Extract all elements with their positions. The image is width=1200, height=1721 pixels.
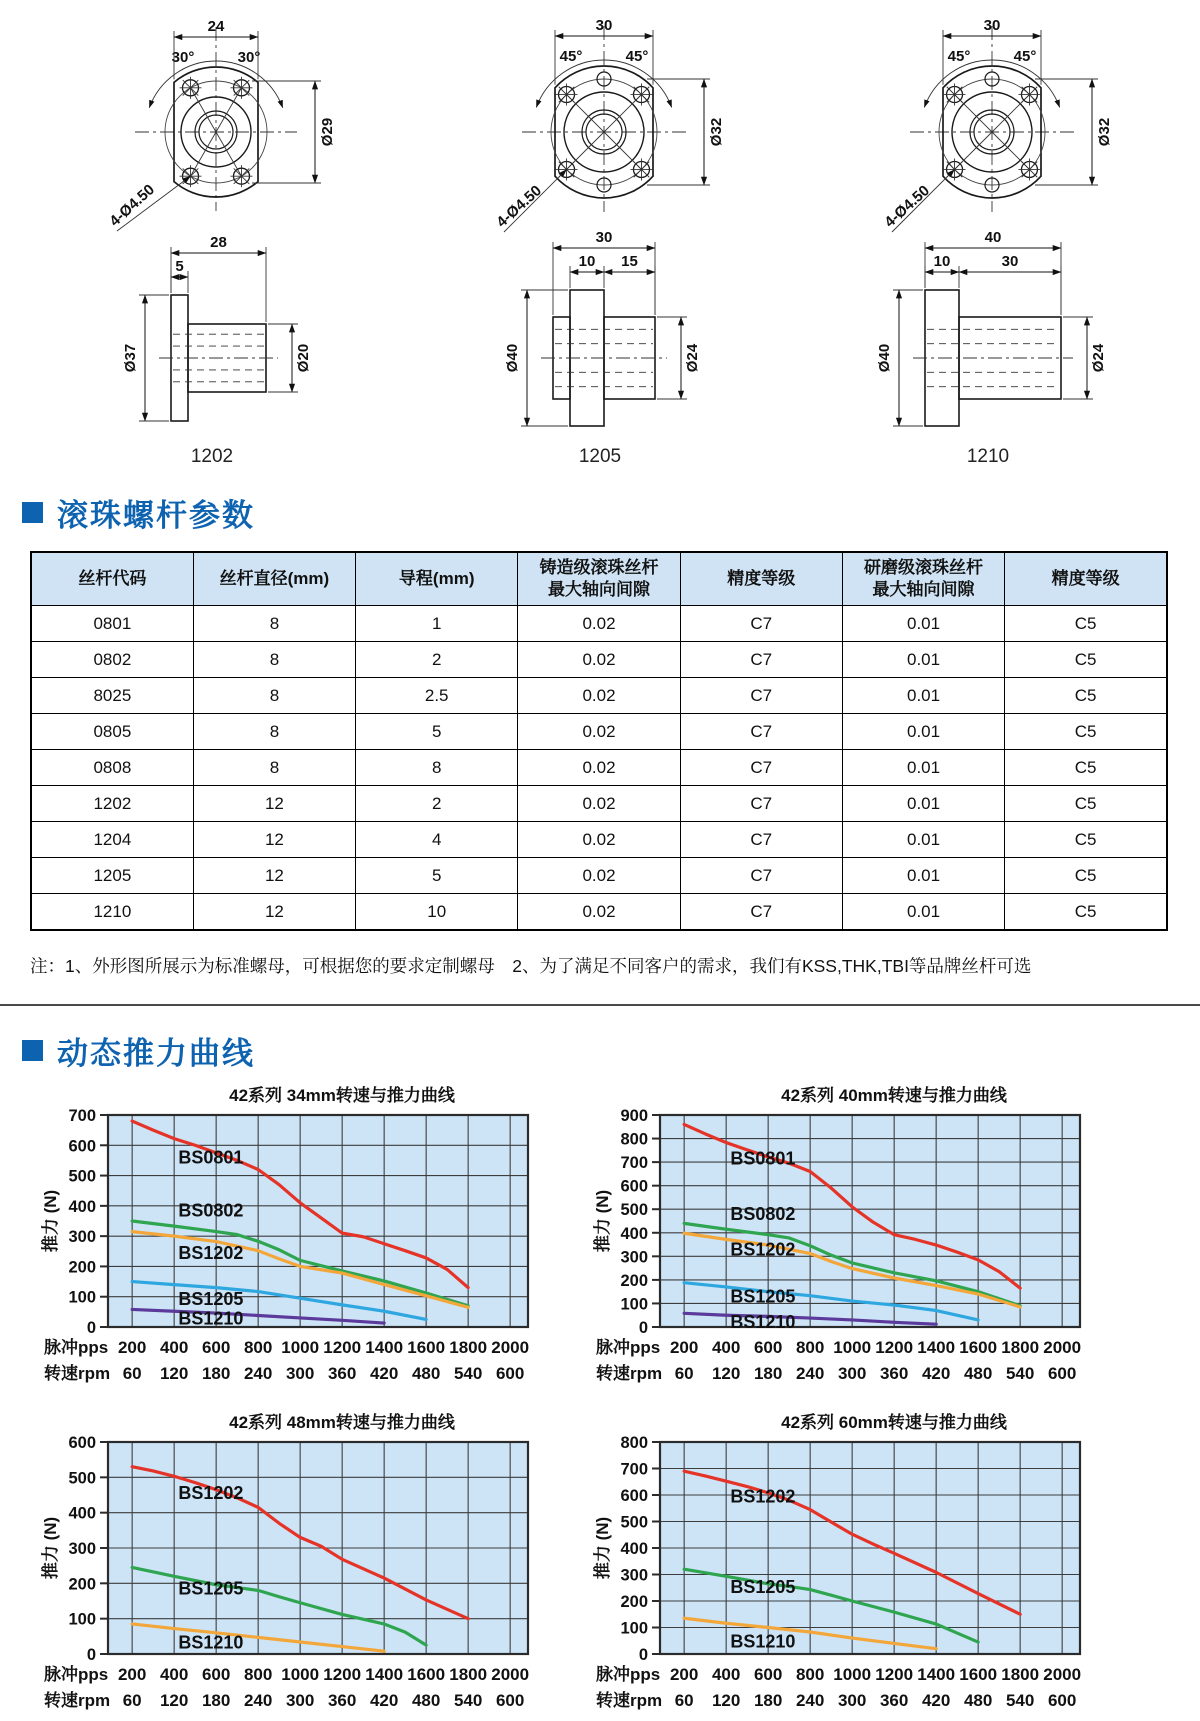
chart-svg-1 [592,1105,1127,1389]
table-cell: 0808 [31,750,193,786]
y-tick-label: 600 [620,1177,648,1196]
x-tick-label: 540 [1005,1364,1035,1384]
x-tick-label: 1000 [281,1338,320,1358]
hole-callout-label: 4-Ø4.50 [493,182,545,231]
x-tick-label: 1600 [959,1665,998,1685]
x-tick-label: 480 [963,1364,993,1384]
dim-body-label: 15 [621,253,638,270]
series-label: BS0802 [178,1200,244,1221]
chart-60mm [592,1432,1144,1721]
table-cell: 5 [356,858,518,894]
x-axis-caption: 脉冲pps [596,1665,661,1685]
x-tick-label: 540 [453,1691,483,1711]
x-tick-label: 180 [201,1364,231,1384]
section-title: 动态推力曲线 [57,1036,255,1072]
x-tick-label: 300 [837,1691,867,1711]
chart-title: 42系列 60mm转速与推力曲线 [781,1413,1007,1433]
chart-block-48mm [40,1408,592,1721]
y-axis-title: 推力 (N) [41,1517,60,1580]
footnote: 注：1、外形图所展示为标准螺母，可根据您的要求定制螺母 2、为了满足不同客户的需求，我们有KSS,THK,TBI等品牌丝杆可选 [30,956,1032,977]
table-cell: C5 [1005,678,1167,714]
y-tick-label: 700 [620,1154,648,1173]
chart-title: 42系列 34mm转速与推力曲线 [229,1086,455,1106]
table-cell: 0.01 [842,858,1004,894]
series-label: BS1210 [730,1312,796,1333]
od-dim-label: Ø40 [504,343,521,373]
table-row [31,858,1167,894]
x-tick-label: 1200 [323,1338,362,1358]
table-cell: 0.01 [842,642,1004,678]
table-header-cell: 研磨级滚珠丝杆 最大轴向间隙 [842,552,1004,606]
x-tick-label: 1800 [1001,1338,1040,1358]
x-tick-label: 1400 [365,1338,404,1358]
table-cell: C7 [680,714,842,750]
x-tick-label: 600 [1047,1364,1077,1384]
y-tick-label: 0 [638,1319,648,1338]
series-label: BS0801 [730,1148,796,1169]
table-cell: 0.01 [842,678,1004,714]
x-axis-caption: 转速rpm [596,1691,663,1711]
y-tick-label: 500 [68,1469,96,1488]
x-tick-label: 1600 [407,1338,446,1358]
chart-48mm [40,1432,592,1721]
y-tick-label: 0 [86,1646,96,1665]
x-axis-caption: 转速rpm [44,1364,111,1384]
drawing-1202 [31,12,393,468]
table-cell: C7 [680,642,842,678]
table-cell: C7 [680,894,842,931]
x-tick-label: 180 [201,1691,231,1711]
table-header-cell: 丝杆代码 [31,552,193,606]
table-cell: 10 [356,894,518,931]
series-label: BS0802 [730,1204,796,1225]
table-cell: C5 [1005,894,1167,931]
y-axis-title: 推力 (N) [593,1190,612,1253]
x-tick-label: 1800 [449,1338,488,1358]
section-heading-params [22,490,1200,535]
table-cell: 8 [356,750,518,786]
chart-svg-3 [592,1432,1127,1716]
table-cell: 1202 [31,786,193,822]
x-tick-label: 300 [285,1691,315,1711]
table-row [31,750,1167,786]
dim-total-label: 40 [984,229,1002,246]
x-tick-label: 180 [753,1364,783,1384]
section-heading-curves [22,1028,1200,1073]
angle-label-left: 45° [559,48,583,65]
drawing-caption: 1210 [966,446,1010,467]
table-cell: 12 [193,822,355,858]
y-tick-label: 400 [620,1224,648,1243]
table-cell: 8 [193,714,355,750]
dim-width-label: 24 [207,18,225,35]
series-label: BS1202 [730,1486,796,1507]
chart-title: 42系列 48mm转速与推力曲线 [229,1413,455,1433]
dim-body-label: 30 [1001,253,1019,270]
x-tick-label: 1000 [833,1338,872,1358]
table-cell: 0.02 [518,822,680,858]
chart-block-34mm [40,1081,592,1394]
x-tick-label: 480 [411,1364,441,1384]
series-label: BS1205 [178,1578,244,1599]
x-tick-label: 400 [159,1665,189,1685]
x-tick-label: 120 [159,1364,189,1384]
x-axis-caption: 转速rpm [44,1691,111,1711]
table-cell: 5 [356,714,518,750]
table-head [31,552,1167,606]
bore-dim-label: Ø24 [1090,343,1107,373]
table-cell: 2 [356,642,518,678]
table-cell: 8 [193,642,355,678]
table-cell: C5 [1005,750,1167,786]
y-tick-label: 300 [68,1228,96,1247]
table-cell: 0.01 [842,606,1004,642]
x-tick-label: 200 [117,1338,147,1358]
drawing-1205 [419,12,781,468]
table-header-cell: 精度等级 [680,552,842,606]
series-label: BS1205 [730,1577,796,1598]
x-tick-label: 480 [411,1691,441,1711]
x-tick-label: 360 [879,1364,909,1384]
table-row [31,714,1167,750]
y-tick-label: 400 [68,1198,96,1217]
x-tick-label: 1200 [875,1338,914,1358]
table-cell: 4 [356,822,518,858]
dim-width-label: 30 [595,17,613,34]
y-tick-label: 200 [620,1593,648,1612]
table-cell: 1205 [31,858,193,894]
table-cell: 0.02 [518,606,680,642]
table-cell: C7 [680,678,842,714]
table-cell: 8 [193,678,355,714]
x-tick-label: 120 [711,1691,741,1711]
table-cell: 1210 [31,894,193,931]
x-tick-label: 600 [495,1691,525,1711]
x-tick-label: 1800 [449,1665,488,1685]
y-axis-title: 推力 (N) [593,1517,612,1580]
x-tick-label: 1400 [917,1665,956,1685]
x-tick-label: 800 [795,1338,825,1358]
x-tick-label: 420 [369,1691,399,1711]
x-axis-caption: 脉冲pps [44,1338,109,1358]
angle-label-left: 30° [171,49,195,66]
table-cell: C7 [680,606,842,642]
drawing-svg-1210 [807,12,1169,446]
dim-flange-label: 10 [933,253,951,270]
table-row [31,642,1167,678]
x-tick-label: 300 [837,1364,867,1384]
table-cell: C7 [680,858,842,894]
angle-label-right: 30° [237,49,261,66]
x-tick-label: 600 [753,1665,783,1685]
ball-screw-params-table [30,551,1168,931]
table-cell: 0801 [31,606,193,642]
x-tick-label: 360 [327,1691,357,1711]
x-tick-label: 1400 [365,1665,404,1685]
table-cell: C7 [680,750,842,786]
x-tick-label: 800 [795,1665,825,1685]
table-cell: 0.01 [842,786,1004,822]
table-body [31,606,1167,931]
series-label: BS1205 [178,1289,244,1310]
y-tick-label: 300 [620,1566,648,1585]
y-tick-label: 400 [620,1540,648,1559]
table-cell: 2 [356,786,518,822]
x-tick-label: 120 [159,1691,189,1711]
x-tick-label: 1600 [959,1338,998,1358]
x-tick-label: 400 [159,1338,189,1358]
x-tick-label: 2000 [491,1338,530,1358]
table-row [31,894,1167,931]
series-label: BS0801 [178,1147,244,1168]
x-tick-label: 480 [963,1691,993,1711]
table-cell: 8025 [31,678,193,714]
hole-callout-label: 4-Ø4.50 [881,182,933,231]
chart-block-60mm [592,1408,1144,1721]
y-tick-label: 300 [68,1540,96,1559]
bolt-circle-dim-label: Ø32 [708,117,725,147]
chart-title: 42系列 40mm转速与推力曲线 [781,1086,1007,1106]
x-tick-label: 420 [369,1364,399,1384]
x-tick-label: 400 [711,1338,741,1358]
x-tick-label: 60 [674,1691,694,1711]
chart-block-40mm [592,1081,1144,1394]
x-tick-label: 1200 [323,1665,362,1685]
table-cell: 0.02 [518,714,680,750]
x-tick-label: 540 [1005,1691,1035,1711]
y-tick-label: 600 [620,1487,648,1506]
drawing-svg-1205 [419,12,781,446]
y-tick-label: 0 [86,1319,96,1338]
dim-flange-label: 10 [578,253,596,270]
y-tick-label: 900 [620,1107,648,1126]
x-tick-label: 600 [495,1364,525,1384]
x-tick-label: 360 [327,1364,357,1384]
series-label: BS1205 [730,1286,796,1307]
y-tick-label: 600 [68,1137,96,1156]
x-tick-label: 240 [795,1691,825,1711]
table-header-cell: 精度等级 [1005,552,1167,606]
dim-flange-label: 5 [175,258,184,275]
table-cell: C5 [1005,858,1167,894]
technical-drawings [0,0,1200,468]
x-tick-label: 300 [285,1364,315,1384]
angle-label-right: 45° [1013,48,1037,65]
y-tick-label: 0 [638,1646,648,1665]
table-cell: 12 [193,786,355,822]
table-header-cell: 导程(mm) [356,552,518,606]
od-dim-label: Ø40 [876,343,893,373]
table-cell: C5 [1005,714,1167,750]
y-tick-label: 800 [620,1130,648,1149]
dim-total-label: 30 [595,229,613,246]
x-tick-label: 420 [921,1691,951,1711]
x-tick-label: 200 [669,1338,699,1358]
table-header-cell: 铸造级滚珠丝杆 最大轴向间隙 [518,552,680,606]
x-tick-label: 800 [243,1665,273,1685]
table-cell: 8 [193,750,355,786]
x-axis-caption: 脉冲pps [44,1665,109,1685]
x-tick-label: 1200 [875,1665,914,1685]
table-cell: C5 [1005,786,1167,822]
x-tick-label: 600 [1047,1691,1077,1711]
table-cell: 0.02 [518,858,680,894]
x-tick-label: 400 [711,1665,741,1685]
charts-grid [40,1081,1200,1721]
table-cell: C5 [1005,642,1167,678]
dim-width-label: 30 [983,17,1001,34]
table-cell: C5 [1005,606,1167,642]
section-title: 滚珠螺杆参数 [57,498,255,533]
y-tick-label: 300 [620,1248,648,1267]
y-tick-label: 100 [68,1610,96,1629]
y-tick-label: 800 [620,1434,648,1453]
y-tick-label: 700 [620,1460,648,1479]
y-tick-label: 600 [68,1434,96,1453]
y-tick-label: 500 [620,1201,648,1220]
bore-dim-label: Ø20 [295,343,312,373]
x-axis-caption: 脉冲pps [596,1338,661,1358]
table-cell: 2.5 [356,678,518,714]
table-cell: 1204 [31,822,193,858]
chart-34mm [40,1105,592,1394]
table-row [31,822,1167,858]
series-label: BS1210 [178,1308,244,1329]
x-tick-label: 240 [243,1691,273,1711]
x-axis-caption: 转速rpm [596,1364,663,1384]
table-cell: 0.01 [842,750,1004,786]
y-tick-label: 700 [68,1107,96,1126]
chart-svg-0 [40,1105,575,1389]
table-cell: 1 [356,606,518,642]
drawing-1210 [807,12,1169,468]
x-tick-label: 200 [117,1665,147,1685]
table-cell: 0.01 [842,822,1004,858]
table-cell: 0805 [31,714,193,750]
x-tick-label: 420 [921,1364,951,1384]
bolt-circle-dim-label: Ø29 [319,117,336,147]
y-tick-label: 400 [68,1504,96,1523]
bolt-circle-dim-label: Ø32 [1096,117,1113,147]
hole-callout-label: 4-Ø4.50 [106,181,158,230]
table-cell: 0.02 [518,786,680,822]
x-tick-label: 540 [453,1364,483,1384]
section-bullet-icon [22,502,43,523]
table-cell: 0802 [31,642,193,678]
table-header-row [31,552,1167,606]
x-tick-label: 800 [243,1338,273,1358]
x-tick-label: 600 [201,1338,231,1358]
table-row [31,678,1167,714]
section-divider [0,1004,1200,1006]
x-tick-label: 240 [795,1364,825,1384]
x-tick-label: 600 [753,1338,783,1358]
table-cell: 0.02 [518,894,680,931]
table-cell: 0.02 [518,750,680,786]
y-tick-label: 500 [68,1167,96,1186]
table-row [31,786,1167,822]
table-cell: C7 [680,786,842,822]
drawing-svg-1202 [31,12,393,446]
table-row [31,606,1167,642]
x-tick-label: 2000 [1043,1338,1082,1358]
series-label: BS1202 [730,1239,796,1260]
drawing-caption: 1205 [578,446,622,467]
x-tick-label: 1000 [281,1665,320,1685]
x-tick-label: 600 [201,1665,231,1685]
x-tick-label: 1600 [407,1665,446,1685]
table-cell: 0.01 [842,714,1004,750]
series-label: BS1202 [178,1242,244,1263]
x-tick-label: 200 [669,1665,699,1685]
dim-total-label: 28 [210,234,227,251]
x-tick-label: 120 [711,1364,741,1384]
y-tick-label: 200 [620,1272,648,1291]
y-tick-label: 200 [68,1258,96,1277]
x-tick-label: 1000 [833,1665,872,1685]
plot-area [108,1115,528,1327]
od-dim-label: Ø37 [122,343,139,373]
y-tick-label: 500 [620,1513,648,1532]
table-header-cell: 丝杆直径(mm) [193,552,355,606]
section-bullet-icon [22,1040,43,1061]
chart-40mm [592,1105,1144,1394]
x-tick-label: 240 [243,1364,273,1384]
series-label: BS1210 [730,1631,796,1652]
table-cell: 0.01 [842,894,1004,931]
x-tick-label: 360 [879,1691,909,1711]
y-tick-label: 100 [620,1619,648,1638]
x-tick-label: 1800 [1001,1665,1040,1685]
y-tick-label: 100 [620,1295,648,1314]
table-cell: 12 [193,894,355,931]
angle-label-left: 45° [947,48,971,65]
x-tick-label: 180 [753,1691,783,1711]
y-tick-label: 200 [68,1575,96,1594]
angle-label-right: 45° [625,48,649,65]
x-tick-label: 60 [122,1691,142,1711]
table-cell: C7 [680,822,842,858]
table-cell: 0.02 [518,678,680,714]
series-label: BS1210 [178,1632,244,1653]
x-tick-label: 2000 [491,1665,530,1685]
table-cell: 0.02 [518,642,680,678]
x-tick-label: 1400 [917,1338,956,1358]
x-tick-label: 60 [122,1364,142,1384]
table-cell: C5 [1005,822,1167,858]
y-axis-title: 推力 (N) [41,1190,60,1253]
drawing-caption: 1202 [190,446,234,467]
y-tick-label: 100 [68,1288,96,1307]
x-tick-label: 60 [674,1364,694,1384]
table-cell: 8 [193,606,355,642]
x-tick-label: 2000 [1043,1665,1082,1685]
bore-dim-label: Ø24 [684,343,701,373]
table-cell: 12 [193,858,355,894]
chart-svg-2 [40,1432,575,1716]
series-label: BS1202 [178,1483,244,1504]
